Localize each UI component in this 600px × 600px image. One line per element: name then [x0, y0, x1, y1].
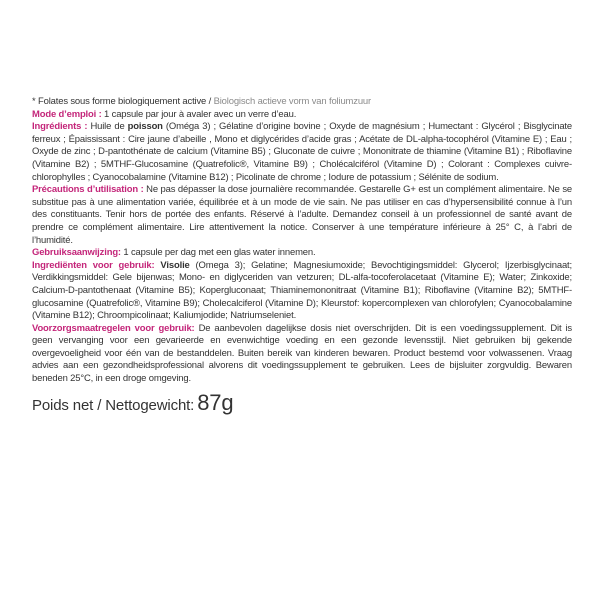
nl-directions: [32, 247, 572, 260]
footnote-fr: * Folates sous forme biologiquement active: [32, 96, 207, 107]
fr-directions-label: Mode d’emploi :: [32, 108, 102, 120]
nl-precautions-text: De aanbevolen dagelijkse dosis niet overschrijden. Dit is een voedingssupplement. Dit is geen vervanging voor een gevarieerde en evenwichtige voeding en een gezonde levensstijl. Niet gebruiken bij gekende overgevoeligheid voor één van de bestanddelen. Buiten bereik van kinderen bewaren. Product bestemd voor volwassenen. Vraag advies aan een gezondheidsprofessional alvorens dit voedingssupplement te gebruiken. Lees de bijsluiter zorgvuldig. Bewaren beneden 25°C, in een droge omgeving.: [32, 322, 572, 385]
fr-ingredients-text: (Oméga 3) ; Gélatine d’origine bovine ; Oxyde de magnésium ; Humectant : Glycérol ; Bisglycinate ferreux ; Épaississant : Cire jaune d’abeille , Mono et diglycérides d’acide gras ; Acétate de DL-alpha-tocophérol (Vitamine E) ; Eau ; Oxyde de zinc ; D-pantothénate de calcium (Vitamine B5) ; Gluconate de cuivre ; Mononitrate de thiamine (Vitamine B1) ; Riboflavine (Vitamine B2) ; 5MTHF-Glucosamine (Quatrefolic®, Vitamine B9) ; Cholécalciférol (Vitamine D) ; Colorant : Complexes cuivre-chlorophylles ; Cyanocobalamine (Vitamine B12) ; Picolinate de chrome ; Iodure de potassium ; Sélénite de sodium.: [32, 121, 573, 183]
nl-ingredients-label: Ingrediënten voor gebruik:: [32, 259, 155, 271]
nl-directions-label: Gebruiksaanwijzing:: [32, 247, 121, 259]
nl-precautions: [32, 323, 572, 386]
fr-directions-text: 1 capsule par jour à avaler avec un verre d’eau.: [101, 108, 297, 120]
net-weight-label: Poids net / Nettogewicht:: [32, 396, 195, 414]
fr-precautions-label: Précautions d’utilisation :: [32, 184, 144, 196]
net-weight: [32, 389, 572, 417]
fr-ingredients-pre: Huile de: [87, 121, 128, 133]
nl-ingredients-text: (Omega 3); Gelatine; Magnesiumoxide; Bevochtigingsmiddel: Glycerol; Ijzerbisglycinaat; Verdikkingsmiddel: Gele bijenwas; Mono- en diglyceriden van vetzuren; DL-alfa-tocoferolacetaat (Vitamine E); Water; Zinkoxide; Calcium-D-pantothenaat (Vitamine B5); Kopergluconaat; Thiaminemononitraat (Vitamine B1); Riboflavine (Vitamine B2); 5MTHF-glucosamine (Quatrefolic®, Vitamine B9); Cholecalciferol (Vitamine D); Kleurstof: kopercomplexen van chlorofylen; Cyanocobalamine (Vitamine B12); Chroompicolinaat; Kaliumjodide; Natriumseleniet.: [32, 259, 572, 322]
fr-ingredients: [32, 121, 572, 184]
footnote-nl: Biologisch actieve vorm van foliumzuur: [213, 96, 372, 107]
nl-ingredients-allergen: Visolie: [154, 259, 190, 271]
fr-ingredients-label: Ingrédients :: [32, 121, 88, 133]
net-weight-value: 87g: [197, 389, 234, 415]
fr-ingredients-allergen: poisson: [127, 121, 163, 133]
nl-ingredients: [32, 260, 572, 323]
nl-directions-text: 1 capsule per dag met een glas water innemen.: [120, 247, 316, 259]
footnote: [32, 96, 572, 109]
footnote-separator: /: [206, 96, 214, 107]
product-label-text: [32, 96, 572, 417]
fr-precautions-text: Ne pas dépasser la dose journalière recommandée. Gestarelle G+ est un complément alimentaire. Ne se substitue pas à une alimentation variée, équilibrée et à un mode de vie sain. Ne pas utiliser en cas d’hypersensibilité connue à l’un des constituants. Tenir hors de portée des enfants. Réservé à l’adulte. Demandez conseil à un professionnel de santé avant de prendre ce complément alimentaire. Lire attentivement la notice. Conserver à une température inférieure à 25° C, à l’abri de l’humidité.: [32, 184, 572, 246]
nl-precautions-label: Voorzorgsmaatregelen voor gebruik:: [32, 322, 195, 334]
fr-directions: [32, 109, 572, 122]
fr-precautions: [32, 184, 572, 247]
